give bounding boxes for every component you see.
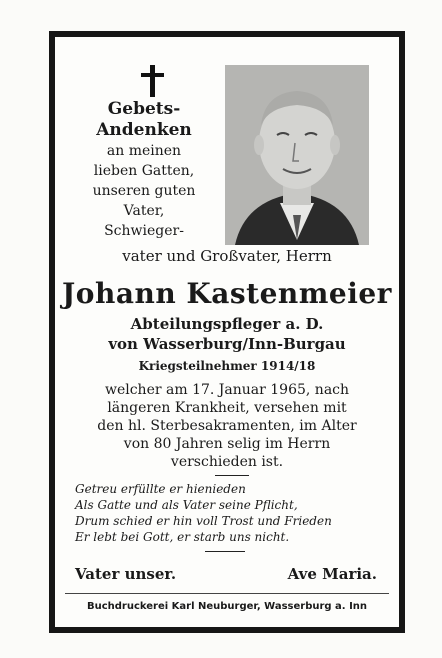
intro-line-1: an meinen: [106, 143, 182, 159]
poem-line-1: Getreu erfüllte er hienieden: [75, 482, 246, 496]
obituary-text: [69, 381, 385, 471]
title-line-3: Kriegsteilnehmer 1914/18: [138, 359, 316, 373]
divider: [65, 593, 389, 594]
cross-icon: [138, 65, 168, 97]
divider: [215, 475, 249, 476]
title-line-1: Abteilungspfleger a. D.: [130, 315, 324, 333]
printer-credit: Buchdruckerei Karl Neuburger, Wasserburg a. Inn: [86, 601, 368, 612]
prayer-vater-unser: Vater unser.: [75, 565, 177, 583]
divider: [205, 551, 245, 552]
intro-line-2: lieben Gatten,: [93, 163, 195, 179]
portrait-photo: [225, 65, 369, 245]
body-line-3: den hl. Sterbesakramenten, im Alter: [97, 418, 357, 434]
poem: [75, 481, 395, 545]
poem-line-2: Als Gatte und als Vater seine Pflicht,: [75, 498, 298, 512]
intro-line-3: unseren guten: [92, 183, 196, 199]
body-line-1: welcher am 17. Januar 1965, nach: [104, 382, 350, 398]
grossvater-line: vater und Großvater, Herrn: [122, 247, 332, 265]
title-line-2: von Wasserburg/Inn-Burgau: [108, 335, 346, 353]
heading-line-2: Andenken: [96, 120, 192, 140]
deceased-name: Johann Kastenmeier: [62, 277, 392, 310]
heading-line-1: Gebets-: [107, 99, 181, 119]
poem-line-4: Er lebt bei Gott, er starb uns nicht.: [75, 530, 290, 544]
memorial-card: [49, 31, 405, 633]
prayer-ave-maria: Ave Maria.: [287, 565, 377, 583]
intro-line-4: Vater,: [123, 203, 165, 219]
intro-line-5: Schwieger-: [104, 223, 184, 239]
body-line-2: längeren Krankheit, versehen mit: [107, 400, 347, 416]
poem-line-3: Drum schied er hin voll Trost und Frieden: [75, 514, 332, 528]
body-line-4: von 80 Jahren selig im Herrn: [123, 436, 331, 452]
body-line-5: verschieden ist.: [170, 454, 284, 470]
dedication: [67, 99, 221, 241]
card-content: [55, 37, 399, 627]
